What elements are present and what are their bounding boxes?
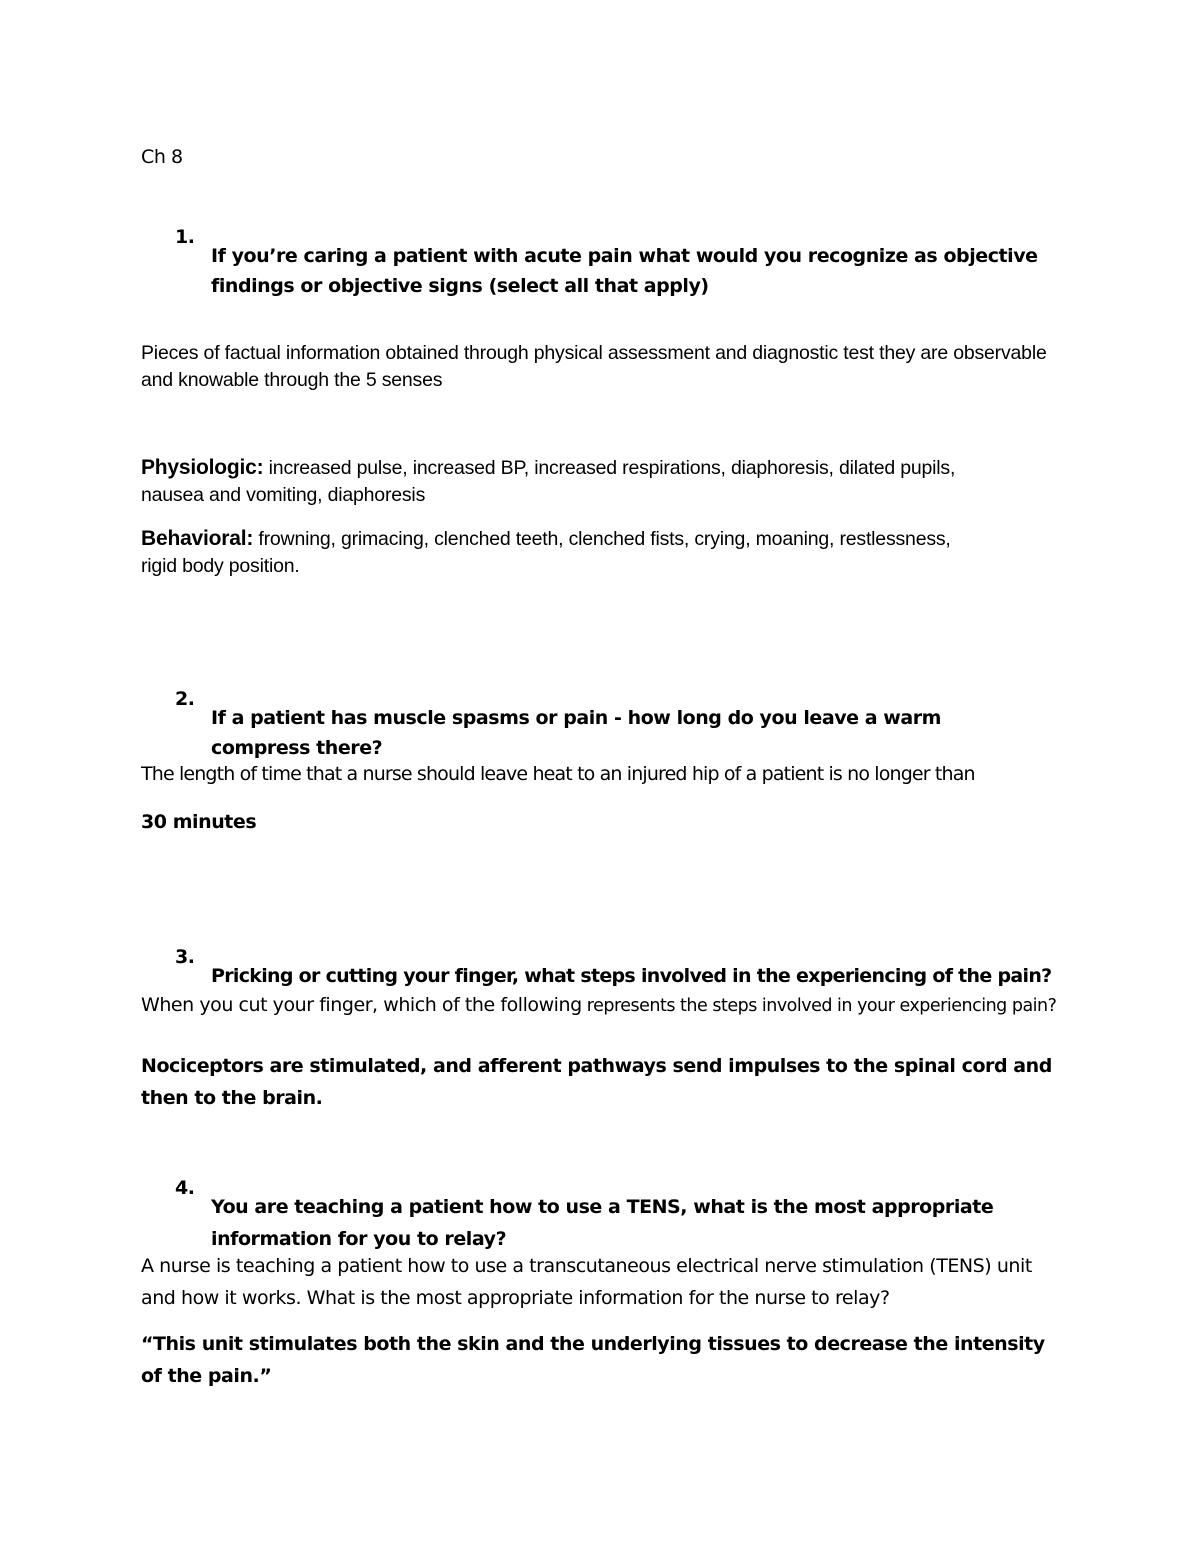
behavioral-text: frowning, grimacing, clenched teeth, clenched fists, crying, moaning, restlessness, rigid body position. [141, 528, 951, 577]
physiologic-text: increased pulse, increased BP, increased respirations, diaphoresis, dilated pupils, nausea and vomiting, diaphoresis [141, 457, 956, 506]
question-2-text: If a patient has muscle spasms or pain - how long do you leave a warm compress there? [211, 707, 942, 759]
question-3-number: 3. [175, 946, 195, 968]
question-2-number: 2. [175, 688, 195, 710]
question-1-behavioral [141, 525, 961, 580]
question-3-text: Pricking or cutting your finger, what steps involved in the experiencing of the pain? [211, 965, 1052, 987]
question-1-number: 1. [175, 226, 195, 248]
question-4-answer: “This unit stimulates both the skin and the underlying tissues to decrease the intensity of the pain.” [141, 1333, 1045, 1387]
question-3-body-b: represents the steps involved in your experiencing pain? [581, 996, 1057, 1016]
question-1-text: If you’re caring a patient with acute pain what would you recognize as objective findings or objective signs (select all that apply) [211, 245, 1038, 297]
question-4-body: A nurse is teaching a patient how to use a transcutaneous electrical nerve stimulation (TENS) unit and how it works. What is the most appropriate information for the nurse to relay? [141, 1255, 1032, 1309]
question-4-number: 4. [175, 1177, 195, 1199]
physiologic-label: Physiologic: [141, 456, 264, 479]
question-1-physiologic [141, 454, 1021, 509]
question-2-answer: 30 minutes [141, 811, 257, 833]
page-title: Ch 8 [141, 146, 183, 168]
question-3-body [141, 992, 1061, 1020]
behavioral-label: Behavioral: [141, 527, 254, 550]
question-4-text: You are teaching a patient how to use a TENS, what is the most appropriate information for you to relay? [211, 1196, 994, 1250]
question-3-body-a: When you cut your finger, which of the following [141, 994, 582, 1016]
question-1-definition: Pieces of factual information obtained through physical assessment and diagnostic test they are observable and knowable through the 5 senses [141, 342, 1047, 391]
question-3-answer: Nociceptors are stimulated, and afferent pathways send impulses to the spinal cord and then to the brain. [141, 1055, 1052, 1109]
question-2-body: The length of time that a nurse should leave heat to an injured hip of a patient is no longer than [141, 763, 975, 785]
